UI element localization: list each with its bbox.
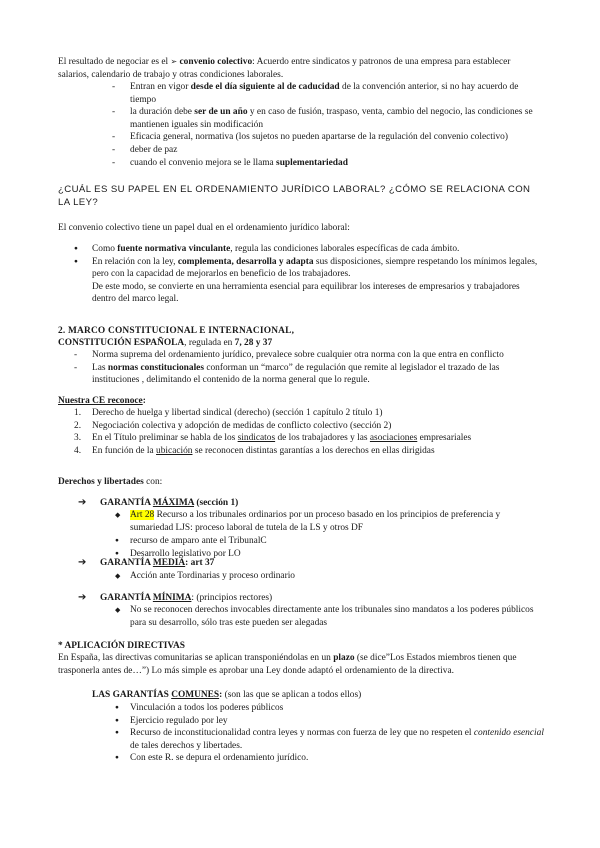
list-item: ● En relación con la ley, complementa, desarrolla y adapta sus disposiciones, siempre respetando los mínimos legales, pero con la capacidad de mejorarlos en beneficio de los trabajadores. De este modo, se convierte en una herramienta esencial para equilibrar los intereses de empresarios y trabajadores dentro del marco legal. — [62, 256, 542, 306]
list-item: - deber de paz — [96, 144, 541, 157]
list-item: ◆ Acción ante Tordinarias y proceso ordinario — [115, 570, 540, 583]
list-item: - Las normas constitucionales conforman un “marco” de regulación que remite al legislador el trazado de las instituciones , delimitando el contenido de la norma general que lo regule. — [62, 362, 542, 387]
list-item: - la duración debe ser de un año y en caso de fusión, traspaso, venta, cambio del negocio, las condiciones se mantienen iguales sin modificación — [96, 106, 541, 131]
list-item: ● Como fuente normativa vinculante, regula las condiciones laborales específicas de cada ámbito. — [62, 243, 542, 256]
list-item: ● Ejercicio regulado por ley — [115, 715, 545, 728]
list-item: ● Desarrollo legislativo por LO — [115, 548, 540, 561]
list-item: ● Con este R. se depura el ordenamiento jurídico. — [115, 752, 545, 765]
constitution-list — [62, 349, 542, 387]
convenio-features-list — [96, 81, 541, 169]
arrow-right-icon: ➔ — [78, 592, 87, 603]
garantia-minima-list — [115, 604, 540, 629]
garantia-maxima-list — [115, 509, 540, 534]
list-item: 3. En el Título preliminar se habla de los sindicatos de los trabajadores y las asociaciones empresariales — [74, 433, 472, 444]
section-heading: ¿CUÁL ES SU PAPEL EN EL ORDENAMIENTO JURÍDICO LABORAL? ¿CÓMO SE RELACIONA CON LA LEY? — [58, 184, 531, 208]
intro-paragraph — [58, 56, 540, 81]
comunes-list — [115, 702, 545, 765]
list-item: ● recurso de amparo ante el TribunalC — [115, 535, 540, 548]
list-item: ◆ No se reconocen derechos invocables directamente ante los tribunales sino mandatos a los poderes públicos para su desarrollo, sólo tras este pueden ser alegadas — [115, 604, 540, 629]
section-2-title: 2. MARCO CONSTITUCIONAL E INTERNACIONAL, — [58, 326, 295, 336]
dual-role-list — [62, 243, 542, 306]
list-item: ◆ Art 28 Recurso a los tribunales ordinarios por un proceso basado en los principios de preferencia y sumariedad LJS: proceso laboral de tutela de la LS y otros DF — [115, 509, 540, 534]
section-2-subtitle: CONSTITUCIÓN ESPAÑOLA, regulada en 7, 28 y 37 — [58, 338, 273, 348]
list-item: - cuando el convenio mejora se le llama suplementariedad — [96, 157, 541, 170]
list-item: - Norma suprema del ordenamiento jurídico, prevalece sobre cualquier otra norma con la que entra en conflicto — [62, 349, 542, 362]
arrow-right-icon: ➔ — [78, 557, 87, 568]
highlighted-article: Art 28 — [130, 510, 155, 520]
list-item: ● Recurso de inconstitucionalidad contra leyes y normas con fuerza de ley que no respeten el contenido esencial de tales derechos y libertades. — [115, 727, 545, 752]
comunes-title: LAS GARANTÍAS COMUNES: (son las que se aplican a todos ellos) — [92, 690, 362, 700]
list-item: 1. Derecho de huelga y libertad sindical (derecho) (sección 1 capítulo 2 título 1) — [74, 408, 383, 418]
intro-definition: : Acuerdo entre sindicatos y patronos de una empresa para establecer salarios, calendario de trabajo y otras condiciones laborales. — [58, 57, 511, 80]
reconoce-title: Nuestra CE reconoce: — [58, 396, 146, 406]
arrow-right-icon: ➔ — [78, 497, 87, 508]
list-item: 4. En función de la ubicación se reconocen distintas garantías a los derechos en ellas dirigidas — [74, 445, 435, 456]
aplicacion-title: * APLICACIÓN DIRECTIVAS — [58, 641, 185, 651]
derechos-line: Derechos y libertades con: — [58, 477, 163, 487]
aplicacion-paragraph: En España, las directivas comunitarias se aplican transponiéndolas en un plazo (se dice”Los Estados miembros tienen que trasponerla antes de…”) Lo más simple es aprobar una Ley donde adaptó el ordenamiento de la directiva. — [58, 653, 517, 676]
list-item: 2. Negociación colectiva y adopción de medidas de conflicto colectivo (sección 2) — [74, 420, 392, 431]
intro-term: convenio colectivo — [179, 57, 253, 67]
dual-role-paragraph: El convenio colectivo tiene un papel dual en el ordenamiento jurídico laboral: — [58, 223, 350, 233]
intro-text: El resultado de negociar es el — [58, 57, 169, 67]
list-item: - Eficacia general, normativa (los sujetos no pueden apartarse de la regulación del convenio colectivo) — [96, 131, 541, 144]
arrow-icon: ➢ — [170, 57, 178, 66]
reconoce-list — [62, 407, 542, 457]
garantia-media-list — [115, 570, 540, 583]
list-item: ● Vinculación a todos los poderes públicos — [115, 702, 545, 715]
list-item: - Entran en vigor desde el día siguiente al de caducidad de la convención anterior, si no hay acuerdo de tiempo — [96, 81, 541, 106]
